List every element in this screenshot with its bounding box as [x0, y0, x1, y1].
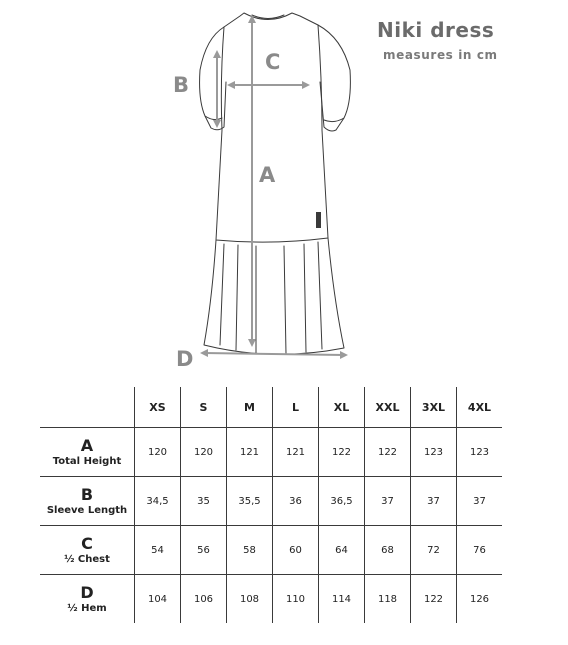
table-corner — [40, 387, 135, 428]
measure-d-line — [204, 353, 344, 355]
table-cell: 72 — [411, 526, 457, 575]
row-name: ½ Chest — [64, 553, 110, 565]
measure-d-arrow-left — [200, 349, 208, 357]
table-row — [40, 428, 502, 477]
table-row — [40, 477, 502, 526]
table-cell: 120 — [181, 428, 227, 477]
row-letter: C — [81, 533, 93, 553]
size-header-xl: XL — [319, 387, 365, 428]
table-cell: 54 — [135, 526, 181, 575]
table-cell: 122 — [319, 428, 365, 477]
table-cell: 64 — [319, 526, 365, 575]
table-cell: 110 — [273, 575, 319, 624]
size-header-m: M — [227, 387, 273, 428]
table-cell: 35,5 — [227, 477, 273, 526]
measure-label-b: B — [173, 73, 190, 97]
dress-left-sleeve — [200, 27, 226, 130]
measure-b-arrow-top — [213, 50, 221, 58]
measure-a-arrow-bottom — [248, 339, 256, 347]
table-cell: 104 — [135, 575, 181, 624]
row-letter: A — [80, 435, 94, 455]
size-header-3xl: 3XL — [411, 387, 457, 428]
row-name: Total Height — [52, 455, 122, 467]
size-header-s: S — [181, 387, 227, 428]
row-name: ½ Hem — [67, 602, 107, 614]
table-cell: 60 — [273, 526, 319, 575]
table-cell: 122 — [411, 575, 457, 624]
measure-c-arrow-left — [227, 81, 235, 89]
row-header-half-chest — [40, 526, 135, 575]
table-cell: 37 — [365, 477, 411, 526]
table-cell: 122 — [365, 428, 411, 477]
row-name: Sleeve Length — [46, 504, 128, 516]
table-cell: 123 — [411, 428, 457, 477]
units-note: measures in cm — [383, 48, 498, 62]
table-cell: 121 — [227, 428, 273, 477]
table-cell: 126 — [457, 575, 503, 624]
table-cell: 123 — [457, 428, 503, 477]
table-cell: 118 — [365, 575, 411, 624]
table-cell: 121 — [273, 428, 319, 477]
measure-label-a: A — [259, 163, 276, 187]
size-header-l: L — [273, 387, 319, 428]
size-header-row — [40, 387, 502, 428]
table-cell: 37 — [457, 477, 503, 526]
chart-title: Niki dress — [377, 18, 495, 42]
row-letter: B — [80, 484, 94, 504]
row-header-sleeve-length — [40, 477, 135, 526]
measure-label-c: C — [265, 50, 281, 74]
dress-right-cuff — [324, 118, 344, 122]
dress-skirt — [204, 238, 344, 354]
measure-c-arrow-right — [302, 81, 310, 89]
table-cell: 108 — [227, 575, 273, 624]
table-row — [40, 575, 502, 624]
table-row — [40, 526, 502, 575]
size-header-xxl: XXL — [365, 387, 411, 428]
table-cell: 34,5 — [135, 477, 181, 526]
row-header-total-height — [40, 428, 135, 477]
table-cell: 56 — [181, 526, 227, 575]
row-header-half-hem — [40, 575, 135, 624]
measure-b-arrow-bottom — [213, 120, 221, 128]
table-cell: 114 — [319, 575, 365, 624]
table-cell: 68 — [365, 526, 411, 575]
size-header-4xl: 4XL — [457, 387, 503, 428]
table-cell: 36,5 — [319, 477, 365, 526]
size-chart-table — [40, 387, 502, 623]
table-cell: 106 — [181, 575, 227, 624]
table-cell: 37 — [411, 477, 457, 526]
dress-tag — [316, 212, 321, 228]
dress-left-cuff — [205, 116, 222, 120]
dress-gathers — [220, 242, 322, 354]
dress-bodice — [216, 13, 328, 242]
table-cell: 36 — [273, 477, 319, 526]
table-cell: 76 — [457, 526, 503, 575]
table-cell: 58 — [227, 526, 273, 575]
row-letter: D — [80, 582, 94, 602]
table-cell: 35 — [181, 477, 227, 526]
size-header-xs: XS — [135, 387, 181, 428]
table-cell: 120 — [135, 428, 181, 477]
dress-right-sleeve — [318, 25, 350, 131]
measure-d-arrow-right — [340, 351, 348, 359]
measure-label-d: D — [176, 347, 194, 371]
